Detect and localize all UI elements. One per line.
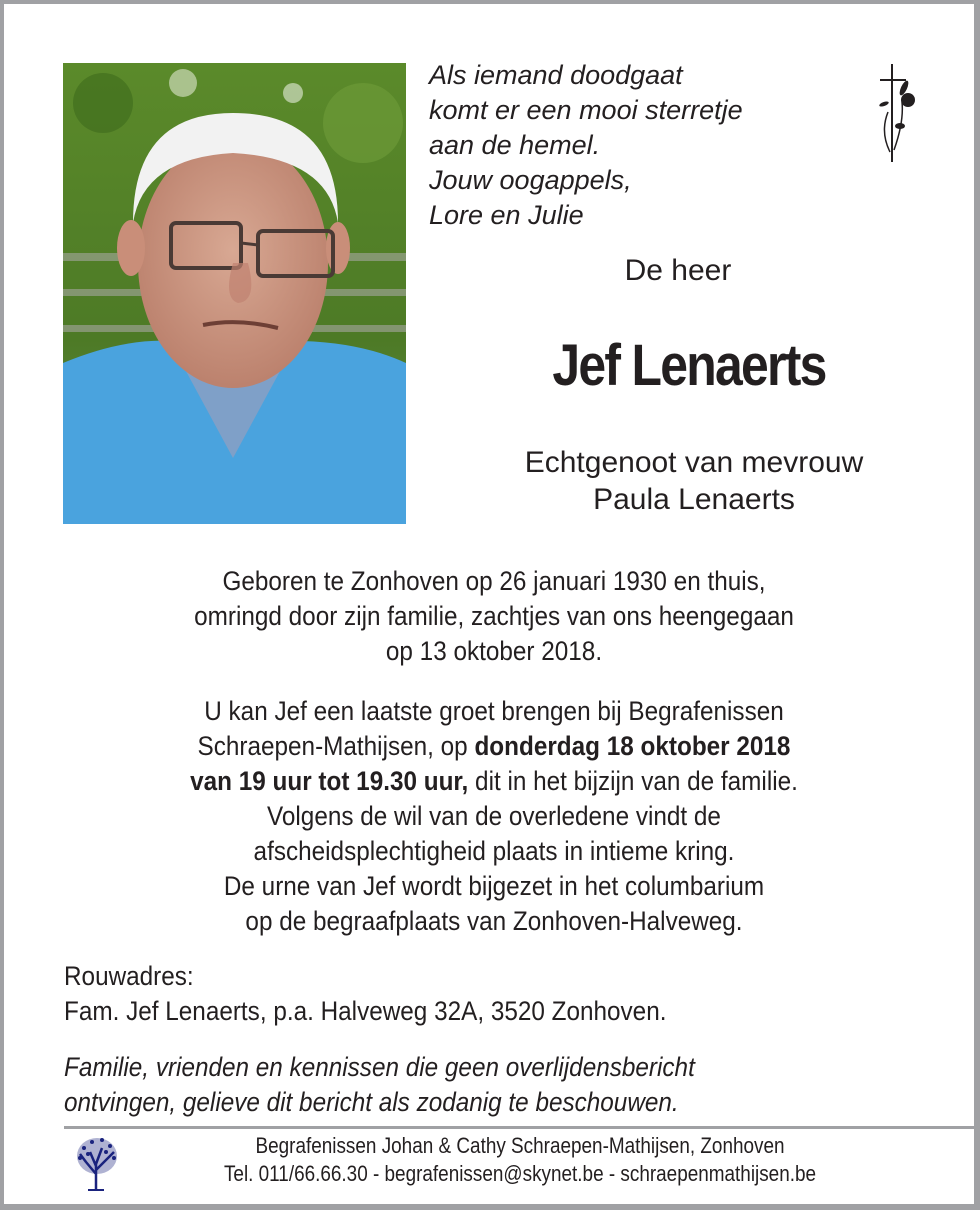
funeral-home-contact: Tel. 011/66.66.30 - begrafenissen@skynet.be - schraepenmathijsen.be: [223, 1161, 817, 1186]
portrait-photo: [63, 63, 406, 524]
deceased-name: Jef Lenaerts: [552, 333, 826, 398]
text-plain: Schraepen-Mathijsen, op: [197, 731, 475, 761]
spouse-info: [424, 444, 964, 518]
text-line: ontvingen, gelieve dit bericht als zodanig te beschouwen.: [64, 1087, 679, 1117]
poem-line: Jouw oogappels,: [429, 165, 632, 195]
notice-text: [64, 1050, 695, 1120]
visitation-text: [53, 694, 935, 939]
poem-line: Als iemand doodgaat: [429, 60, 683, 90]
text-line: [53, 729, 935, 764]
poem-line: Lore en Julie: [429, 200, 584, 230]
cross-with-rose-icon: [876, 62, 924, 164]
poem-line: aan de hemel.: [429, 130, 601, 160]
text-line: op de begraafplaats van Zonhoven-Halveweg.: [245, 906, 743, 936]
spouse-name: Paula Lenaerts: [593, 483, 795, 516]
text-line: op 13 oktober 2018.: [385, 636, 603, 666]
funeral-home-footer: [128, 1132, 912, 1188]
visitation-time: van 19 uur tot 19.30 uur,: [190, 766, 469, 796]
tree-logo-icon: [72, 1134, 122, 1192]
address-value: Fam. Jef Lenaerts, p.a. Halveweg 32A, 3520 Zonhoven.: [64, 996, 667, 1026]
mourning-address: [64, 959, 666, 1029]
poem: [429, 58, 743, 233]
footer-divider: [64, 1126, 976, 1129]
funeral-home-name: Begrafenissen Johan & Cathy Schraepen-Mathijsen, Zonhoven: [255, 1133, 785, 1158]
text-line: De urne van Jef wordt bijgezet in het columbarium: [223, 871, 765, 901]
text-line: [53, 764, 935, 799]
text-plain: dit in het bijzijn van de familie.: [468, 766, 798, 796]
poem-line: komt er een mooi sterretje: [429, 95, 743, 125]
text-line: Familie, vrienden en kennissen die geen overlijdensbericht: [64, 1052, 695, 1082]
text-line: omringd door zijn familie, zachtjes van ons heengegaan: [194, 601, 794, 631]
obituary-card: [4, 4, 974, 1204]
text-line: U kan Jef een laatste groet brengen bij Begrafenissen: [204, 696, 784, 726]
visitation-date: donderdag 18 oktober 2018: [474, 731, 791, 761]
text-line: afscheidsplechtigheid plaats in intieme kring.: [253, 836, 735, 866]
birth-death-text: [53, 564, 935, 669]
text-line: Volgens de wil van de overledene vindt de: [267, 801, 721, 831]
address-label: Rouwadres:: [64, 961, 194, 991]
salutation: De heer: [624, 254, 732, 287]
text-line: Geboren te Zonhoven op 26 januari 1930 en thuis,: [222, 566, 766, 596]
spouse-line: Echtgenoot van mevrouw: [524, 446, 864, 479]
